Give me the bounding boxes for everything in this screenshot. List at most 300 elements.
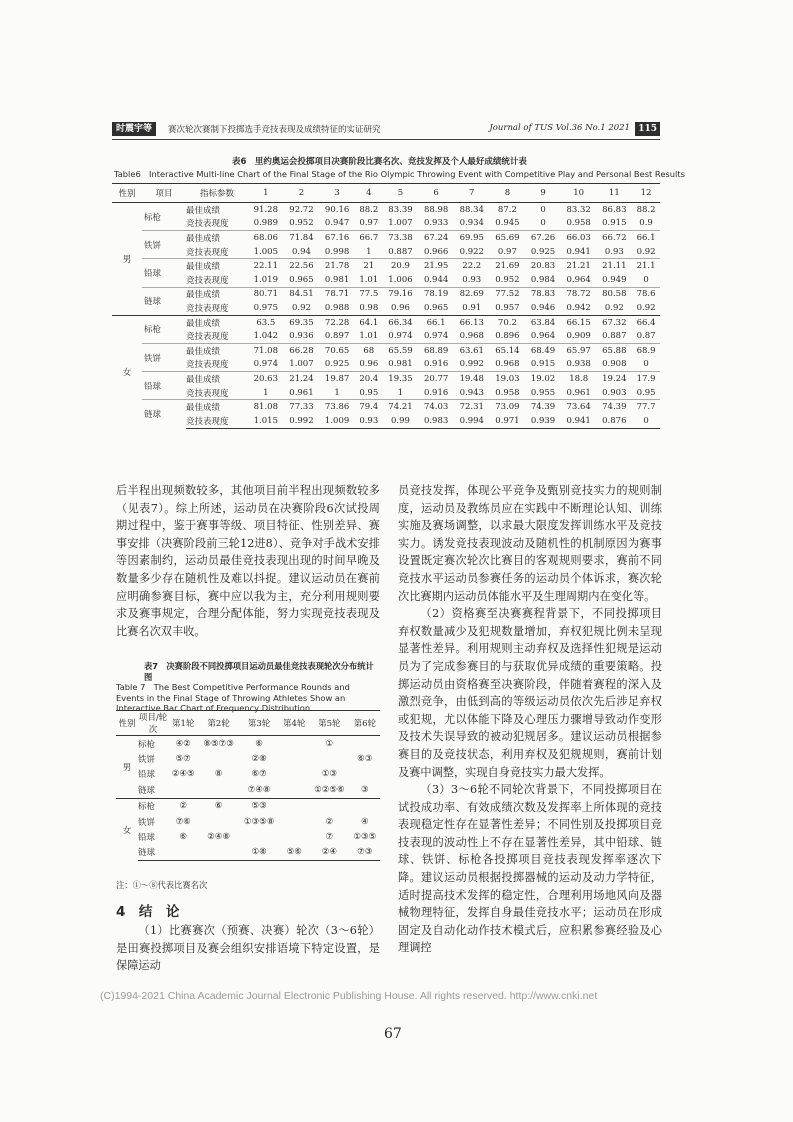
table-cell: ①③ [321, 769, 337, 780]
table-cell: 0 [540, 204, 546, 215]
table-cell: 0.936 [289, 331, 314, 342]
table-cell: ⑥③ [357, 754, 373, 765]
table7-header-row [116, 711, 380, 736]
table-cell: 65.14 [490, 343, 526, 357]
event-cell: 铅球 [142, 259, 186, 287]
table-row [112, 315, 660, 329]
table-cell: 0.96 [391, 302, 410, 313]
table-cell: 67.24 [418, 231, 454, 245]
table-cell: 19.03 [490, 372, 526, 386]
table-cell: 77.33 [284, 400, 320, 414]
table-cell: 20.9 [383, 259, 419, 273]
table-cell: 0.95 [636, 387, 656, 398]
table-cell: ①⑧ [239, 845, 279, 861]
table-cell: 0.974 [253, 359, 278, 370]
table-cell: 0.968 [459, 331, 484, 342]
table-cell: 1.007 [388, 218, 413, 229]
table-cell: ⑧ [214, 769, 223, 780]
metric-cell: 最佳成绩 [186, 372, 248, 386]
table7-caption [116, 661, 380, 714]
table-cell: 20.77 [418, 372, 454, 386]
table-cell: 19.02 [525, 372, 561, 386]
table-cell: 0.897 [324, 331, 350, 342]
paragraph: 后半程出现频数较多，其他项目前半程出现频数较多（见表7）。综上所述，运动员在决赛阶段6次试投周期过程中，鉴于赛事等级、项目特征、性别差异、赛事安排（决赛阶段前三轮12进8）、竞争对手战术安排等因素制约，运动员最佳竞技表现出现的时间早晚及数量多少存在随机性及难以抖捉。建议运动员在赛前应明确参赛目标，赛中应以我为主，充分利用规则要求及赛事规定，合理分配体能，努力实现竞技表现及比赛名次双丰收。 [116, 484, 380, 638]
table6-header-cell: 5 [383, 184, 419, 203]
table7-header-cell: 第5轮 [309, 711, 349, 736]
table-row [112, 287, 660, 301]
table-cell [350, 798, 380, 814]
table-cell: 21.78 [319, 259, 355, 273]
table7 [116, 710, 380, 861]
page-number: 67 [384, 1026, 402, 1042]
table-cell: 1 [366, 246, 372, 257]
table-cell: ⑤⑥ [279, 845, 309, 861]
table-cell: 0.938 [566, 359, 591, 370]
table-cell: 0.9 [639, 218, 653, 229]
table-cell [279, 829, 309, 844]
right-column-text [398, 482, 662, 957]
gender-cell: 女 [112, 315, 142, 428]
table-cell: 78.72 [561, 287, 597, 301]
table7-caption-zh: 表7 决赛阶段不同投掷项目运动员最佳竞技表现轮次分布统计图 [144, 661, 374, 682]
table-cell: 0.96 [359, 359, 379, 370]
table-cell: 21.24 [284, 372, 320, 386]
table-cell: 0.93 [355, 414, 383, 428]
table-cell: 0.915 [530, 359, 556, 370]
table-cell: 0.958 [495, 387, 520, 398]
left-column-bottom-text [116, 922, 380, 975]
table-cell: 92.72 [289, 204, 314, 215]
table-cell: ⑦③ [350, 845, 380, 861]
metric-cell: 竞技表现度 [186, 360, 229, 371]
table-cell [198, 845, 238, 861]
table-cell: 0.941 [566, 246, 591, 257]
table-cell: 91.28 [253, 204, 278, 215]
table-row [112, 400, 660, 414]
table-cell: 78.83 [525, 287, 561, 301]
table-cell: 0.98 [359, 302, 379, 313]
table6-header-cell: 2 [284, 184, 320, 203]
event-cell: 铁饼 [138, 755, 156, 766]
event-cell: 标枪 [138, 739, 156, 750]
table-cell: 0.994 [454, 414, 490, 428]
table-cell: 65.97 [561, 343, 597, 357]
table-cell: 20.83 [525, 259, 561, 273]
table6-header-cell: 10 [561, 184, 597, 203]
event-cell: 铁饼 [138, 817, 156, 828]
table-cell: ⑥ [255, 738, 263, 749]
table-cell: 0.964 [530, 331, 556, 342]
table-cell: ② [168, 798, 198, 814]
gender-cell: 女 [116, 798, 138, 861]
table-cell [239, 829, 279, 844]
table-cell: ①②⑤⑥ [314, 784, 345, 795]
table-cell: 0.942 [566, 302, 591, 313]
table-cell: 74.39 [597, 400, 633, 414]
table-cell: 66.13 [454, 315, 490, 329]
table-cell: 0 [632, 414, 660, 428]
running-header [112, 121, 660, 140]
table-cell [168, 845, 198, 861]
table-cell: 0.971 [490, 414, 526, 428]
table-cell: 19.35 [383, 372, 419, 386]
table-cell: 80.71 [248, 287, 284, 301]
table-row [112, 301, 660, 315]
table7-note: 注：①～⑧代表比赛名次 [116, 880, 208, 890]
metric-cell: 竞技表现度 [186, 303, 229, 314]
table-cell: 88.34 [459, 204, 484, 215]
table-cell: 64.1 [355, 315, 383, 329]
table-cell: 0.97 [359, 218, 379, 229]
table-cell [198, 751, 238, 766]
table-row [116, 798, 380, 814]
gender-cell: 男 [122, 254, 132, 265]
author-badge: 时震宇等 [112, 122, 156, 136]
table-cell: 73.64 [561, 400, 597, 414]
event-cell: 铅球 [138, 770, 156, 781]
table-cell: 90.16 [324, 204, 350, 215]
table-cell: 0.981 [388, 359, 413, 370]
table7-header-cell: 第2轮 [198, 711, 238, 736]
table6-header-row [112, 184, 660, 203]
table7-header-cell: 第4轮 [279, 711, 309, 736]
table-cell: 1.006 [388, 274, 413, 285]
event-cell: 铅球 [138, 833, 156, 844]
table-cell: 68.49 [525, 343, 561, 357]
table-cell: ⑥ [179, 832, 187, 843]
event-cell: 链球 [138, 845, 168, 861]
table-cell: ⑤⑦ [175, 754, 191, 765]
table-cell: 20.4 [355, 372, 383, 386]
table6-header-cell: 12 [632, 184, 660, 203]
table-cell: 0.984 [530, 274, 556, 285]
table-cell: 1.007 [289, 359, 314, 370]
left-column-text [116, 482, 380, 640]
table-cell [309, 751, 349, 766]
table-cell: 1.01 [359, 331, 379, 342]
table6 [112, 183, 660, 429]
metric-cell: 最佳成绩 [186, 400, 248, 414]
table-cell: 70.65 [319, 343, 355, 357]
table-cell: 66.1 [418, 315, 454, 329]
table-cell [279, 814, 309, 829]
table-row [112, 329, 660, 343]
paragraph: （2）资格赛至决赛赛程背景下，不同投掷项目弃权数量减少及犯规数量增加，弃权犯规比例未呈现显著性差异。利用规则主动弃权及选择性犯规是运动员为了完成参赛目的与获取优异成绩的重要策略。投掷运动员由资格赛至决赛阶段，伴随着赛程的深入及激烈竞争，由低到高的等级运动员依次先后涉足弃权或犯规，尤以体能下降及心理压力骤增导致动作变形及技术失误导致的被动犯规居多。建议运动员根据参赛目的及竞技状态，利用弃权及犯规规则，赛前计划及赛中调整，实现自身竞技实力最大发挥。 [398, 607, 662, 779]
table-cell: 63.84 [525, 315, 561, 329]
table-cell: 71.84 [284, 231, 320, 245]
table-cell: 0.947 [324, 218, 350, 229]
table-cell: ⑧⑤⑦③ [203, 738, 234, 749]
table-cell: 18.8 [561, 372, 597, 386]
table7-header-cell: 第1轮 [168, 711, 198, 736]
table-cell: 1.015 [248, 414, 284, 428]
table-cell: 0.968 [495, 359, 520, 370]
table-cell: ⑥ [198, 798, 238, 814]
table-cell: 73.38 [383, 231, 419, 245]
table-cell [279, 782, 309, 798]
table-cell: 72.28 [319, 315, 355, 329]
table-cell: 88.2 [636, 204, 656, 215]
table-cell: 1 [334, 387, 340, 398]
table7-header-cell: 项目/轮次 [138, 711, 168, 736]
table-cell: 78.6 [632, 287, 660, 301]
metric-cell: 竞技表现度 [186, 275, 229, 286]
table-cell: 0.925 [324, 359, 350, 370]
table-cell: 63.61 [454, 343, 490, 357]
table-cell: 84.51 [284, 287, 320, 301]
paragraph: （3）3～6轮不同轮次背景下，不同投掷项目在试投成功率、有效成绩次数及发挥率上所体现的竞技表现稳定性存在显著性差异；不同性别及投掷项目竞技表现的波动性上不存在显著性差异，其中铅球、链球、铁饼、标枪各投掷项目竞技表现发挥率逐次下降。建议运动员根据投掷器械的运动及动力学特征，适时提高技术发挥的稳定性，合理利用场地风向及器械物理特征，发挥自身最佳竞技水平；运动员在形成固定及自动化动作技术模式后，应积累参赛经验及心理调控 [398, 783, 662, 955]
table-cell: 0.981 [324, 274, 350, 285]
table-cell: 65.88 [597, 343, 633, 357]
table-cell: 66.4 [632, 315, 660, 329]
table-cell: 66.15 [561, 315, 597, 329]
table-cell: 0.94 [291, 246, 311, 257]
table-cell: 0.87 [636, 331, 656, 342]
table-cell: ①③⑤ [353, 832, 377, 843]
table-cell: 0.961 [289, 387, 314, 398]
table-cell: 67.26 [525, 231, 561, 245]
table-cell: 0.92 [636, 302, 656, 313]
table-cell: ①③⑤⑧ [243, 816, 275, 827]
table-cell: 0.887 [602, 331, 627, 342]
article-title: 赛次轮次赛制下投掷选手竞技表现及成绩特征的实证研究 [168, 125, 381, 135]
table-cell [350, 767, 380, 782]
table-row [112, 343, 660, 357]
table-cell [198, 782, 238, 798]
table-cell: 0.945 [495, 218, 520, 229]
table-cell: 0.99 [383, 414, 419, 428]
table-row [112, 203, 660, 217]
table-cell: 0.97 [497, 246, 517, 257]
table-row [112, 372, 660, 386]
table-cell [279, 798, 309, 814]
table6-header-cell: 指标参数 [186, 184, 248, 203]
table-cell: 0.903 [602, 387, 627, 398]
journal-name: Journal of TUS Vol.36 No.1 2021 [489, 123, 630, 133]
section-heading: 4 结 论 [116, 904, 180, 920]
table-cell: 0.941 [561, 414, 597, 428]
table-cell: ⑦⑥ [175, 816, 191, 827]
table-cell [279, 751, 309, 766]
metric-cell: 竞技表现度 [186, 219, 229, 230]
journal-page-number: 115 [635, 122, 660, 136]
table-row [112, 231, 660, 245]
table-cell: 0.975 [253, 302, 278, 313]
table-row [112, 386, 660, 400]
table-cell: 0.934 [459, 218, 484, 229]
table-cell: 73.09 [490, 400, 526, 414]
table-cell: 66.72 [597, 231, 633, 245]
table6-header-cell: 4 [355, 184, 383, 203]
table6-header-cell: 性别 [112, 184, 142, 203]
table-cell: 0.933 [423, 218, 449, 229]
table-cell: 0.915 [602, 218, 627, 229]
table-cell: 87.2 [497, 204, 517, 215]
table6-header-cell: 9 [525, 184, 561, 203]
table-cell: 67.32 [597, 315, 633, 329]
table-row [116, 845, 380, 861]
table-row [112, 245, 660, 259]
table-cell: 0.988 [324, 302, 350, 313]
table-cell: 0.95 [359, 387, 379, 398]
table-cell: 80.58 [597, 287, 633, 301]
table-cell: 72.31 [454, 400, 490, 414]
table-cell: 69.35 [284, 315, 320, 329]
table-cell: 22.2 [454, 259, 490, 273]
table7-header-cell: 第6轮 [350, 711, 380, 736]
table-cell: 0.896 [495, 331, 520, 342]
metric-cell: 最佳成绩 [186, 259, 248, 273]
table-cell: 0.939 [525, 414, 561, 428]
table-cell: 1 [397, 387, 404, 398]
table-cell: 73.86 [319, 400, 355, 414]
table-cell: 66.1 [632, 231, 660, 245]
table-cell: 81.08 [248, 400, 284, 414]
table-cell: 0.93 [462, 274, 482, 285]
table-cell: 68.06 [248, 231, 284, 245]
table-cell: 79.16 [383, 287, 419, 301]
table-cell: ⑤③ [239, 798, 279, 814]
table-cell: ⑦④⑧ [247, 784, 271, 795]
table-cell: 0.952 [495, 274, 520, 285]
table-cell: 0.91 [462, 302, 482, 313]
table7-header-cell: 第3轮 [239, 711, 279, 736]
table-row [112, 273, 660, 287]
table-cell: 66.28 [284, 343, 320, 357]
metric-cell: 最佳成绩 [186, 205, 221, 216]
table-cell: 0.92 [291, 302, 311, 313]
table-cell [279, 767, 309, 782]
table-row [112, 358, 660, 372]
table-cell: 0.989 [253, 218, 278, 229]
table-cell: 79.4 [355, 400, 383, 414]
gender-cell: 男 [122, 762, 132, 773]
table-cell: 22.11 [248, 259, 284, 273]
table-cell: 1.019 [253, 274, 278, 285]
table-cell: 19.24 [597, 372, 633, 386]
event-cell: 铅球 [142, 372, 186, 400]
table-cell: 0.992 [284, 414, 320, 428]
table-cell: 82.69 [454, 287, 490, 301]
table-cell: 20.63 [248, 372, 284, 386]
event-cell: 铁饼 [142, 343, 186, 371]
metric-cell: 最佳成绩 [186, 231, 248, 245]
table-cell: 70.2 [490, 315, 526, 329]
table-cell: 66.03 [561, 231, 597, 245]
table-cell: 17.9 [632, 372, 660, 386]
table-cell: 65.59 [383, 343, 419, 357]
table-cell: 0.92 [604, 302, 624, 313]
table-cell: 0.952 [289, 218, 314, 229]
table-row [116, 782, 380, 798]
table-cell: 0.949 [602, 274, 627, 285]
table-cell: 83.32 [566, 204, 591, 215]
table6-header-cell: 1 [248, 184, 284, 203]
table-cell: 0.966 [423, 246, 449, 257]
table-cell: 21.69 [490, 259, 526, 273]
table-cell: 77.52 [490, 287, 526, 301]
table-cell: 21 [355, 259, 383, 273]
table-cell: 1.042 [253, 331, 278, 342]
table-cell [168, 782, 198, 798]
table-cell: 68.89 [418, 343, 454, 357]
table-cell: 67.16 [319, 231, 355, 245]
paragraph: 员竞技发挥，体现公平竞争及甄别竞技实力的规则制度，运动员及教练员应在实践中不断理论认知、训练实施及赛场调整，以求最大限度发挥训练水平及竞技实力。诱发竞技表现波动及随机性的机制原因为赛事设置既定赛次轮次比赛目的客观规则要求，赛前不同竞技水平运动员参赛任务的运动员个体诉求，赛次轮次比赛期内运动员体能水平及生理周期内在变化等。 [398, 484, 662, 603]
table-cell: 69.95 [454, 231, 490, 245]
table-cell: 0.983 [418, 414, 454, 428]
table-cell: ⑦ [325, 832, 334, 843]
table-cell: 0.965 [289, 274, 314, 285]
table-cell: 21.95 [418, 259, 454, 273]
table-cell: 1.009 [319, 414, 355, 428]
table-cell: 0.944 [423, 274, 449, 285]
table-cell: 0.922 [459, 246, 484, 257]
table-cell: 1.005 [253, 246, 278, 257]
table-row [116, 736, 380, 752]
table-cell: 0 [643, 359, 649, 370]
table-cell: 78.71 [319, 287, 355, 301]
table-row [112, 217, 660, 231]
table-row [112, 414, 660, 428]
table-cell: 0.974 [423, 331, 449, 342]
table-cell: 0.925 [530, 246, 556, 257]
table-cell: 0.992 [459, 359, 484, 370]
table-cell: 0.961 [566, 387, 591, 398]
metric-cell: 竞技表现度 [186, 388, 229, 399]
table-cell: 0.964 [566, 274, 591, 285]
table-cell: 0.946 [530, 302, 556, 313]
table-cell: 0.916 [423, 387, 449, 398]
table-cell: ②④ [309, 845, 349, 861]
table6-header-cell: 11 [597, 184, 633, 203]
event-cell: 链球 [142, 400, 186, 428]
table-cell [198, 814, 238, 829]
table-cell: 0.965 [423, 302, 449, 313]
table-cell: ②⑧ [251, 754, 267, 765]
table7-caption-en: Table 7 The Best Competitive Performance Rounds and Events in the Final Stage of Throwing Athletes Show an Interactive Bar Chart of Frequency Distribution [116, 682, 350, 713]
table-cell: 21.21 [561, 259, 597, 273]
table-cell [309, 798, 349, 814]
table-cell: 0.974 [388, 331, 413, 342]
table6-caption-zh: 表6 里约奥运会投掷项目决赛阶段比赛名次、竞技发挥及个人最好成绩统计表 [232, 157, 527, 167]
table-cell: 21.1 [632, 259, 660, 273]
table6-header-cell: 7 [454, 184, 490, 203]
table-cell [350, 736, 380, 752]
table-row [112, 259, 660, 273]
table-cell: 68.9 [632, 343, 660, 357]
event-cell: 标枪 [138, 798, 168, 814]
table-cell: 68 [355, 343, 383, 357]
table6-caption-en: Table6 Interactive Multi-line Chart of the Final Stage of the Rio Olympic Throwing Event with Competitive Play and Personal Best Results [114, 169, 685, 179]
table-cell: 1.01 [359, 274, 379, 285]
table-row [116, 829, 380, 844]
table-cell: 22.56 [284, 259, 320, 273]
table-cell: 0.93 [604, 246, 624, 257]
event-cell: 链球 [142, 287, 186, 315]
table-cell: 0.955 [530, 387, 556, 398]
event-cell: 铁饼 [142, 231, 186, 259]
table-cell: 77.7 [632, 400, 660, 414]
table-cell: 78.19 [418, 287, 454, 301]
table-cell: 19.48 [454, 372, 490, 386]
table-cell: 0.92 [636, 246, 656, 257]
table-cell: 71.08 [248, 343, 284, 357]
event-cell: 标枪 [144, 212, 162, 223]
table-cell: 74.21 [383, 400, 419, 414]
event-cell: 标枪 [142, 315, 186, 343]
table-cell [279, 736, 309, 752]
table-cell: 86.83 [602, 204, 627, 215]
